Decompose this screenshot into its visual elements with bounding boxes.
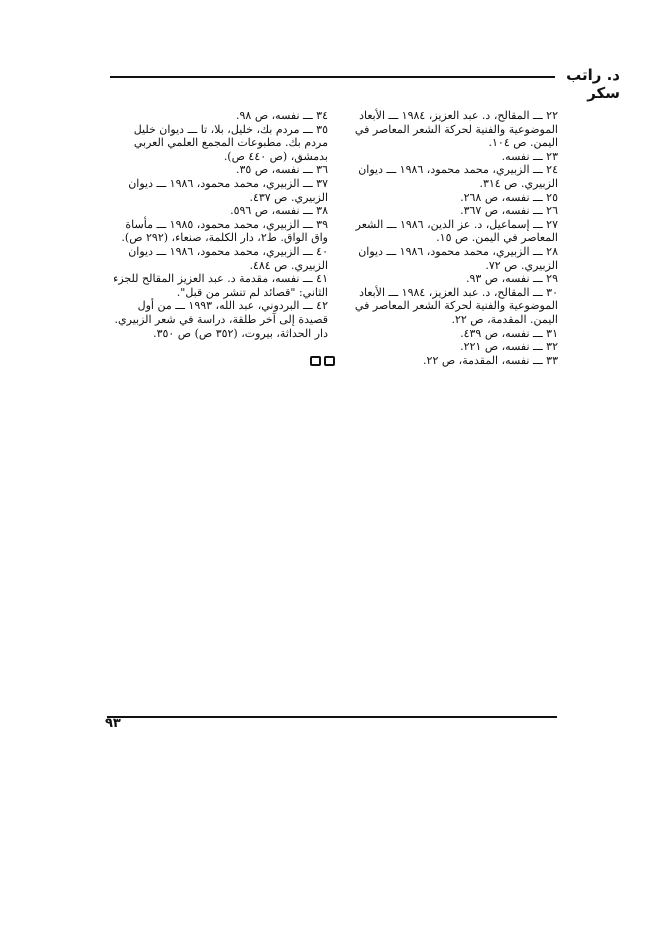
footnote-number: ٢٧ xyxy=(546,217,558,231)
footer-rule xyxy=(107,716,557,718)
footnote-number: ٣٠ xyxy=(546,285,558,299)
footnote-text: ـــ مردم بك، خليل، بلا، تا ـــ ديوان خليل مردم بك. مطبوعات المجمع العلمي العربي بدمشق، (ص ٤٤٠ ص). xyxy=(133,122,328,163)
footnote xyxy=(340,163,558,190)
footnote-text: ـــ الزبيري، محمد محمود، ١٩٨٦ ـــ ديوان الزبيري. ص ٤٣٧. xyxy=(128,176,328,204)
footnote-number: ٣٤ xyxy=(316,109,328,122)
footnote-text: ـــ إسماعيل، د. عز الدين، ١٩٨٦ ـــ الشعر المعاصر في اليمن. ص ١٥. xyxy=(355,217,558,245)
footnote-number: ٢٣ xyxy=(546,149,558,163)
footnote xyxy=(340,354,558,368)
footnote xyxy=(340,109,558,150)
footnote xyxy=(110,245,328,272)
footnote-number: ٣٣ xyxy=(546,353,558,367)
footnote-text: ـــ الزبيري، محمد محمود، ١٩٨٦ ـــ ديوان الزبيري. ص ٧٢. xyxy=(358,244,558,272)
footnote-text: ـــ نفسه، مقدمة د. عبد العزيز المقالح للجزء الثاني: "قصائد لم تنشر من قبل". xyxy=(113,272,328,299)
footnote xyxy=(340,272,558,286)
notes-column-left xyxy=(110,109,328,340)
footnote-number: ٣٨ xyxy=(316,204,328,218)
footnote-text: ـــ نفسه، ص ٢٦٨. xyxy=(460,190,543,204)
footnote-text: ـــ نفسه، المقدمة، ص ٢٢. xyxy=(423,353,543,367)
footnote-number: ٣٦ xyxy=(316,163,328,177)
footnote-text: ـــ نفسه، ص ٣٥. xyxy=(236,163,313,177)
footnote xyxy=(110,218,328,245)
footnote-number: ٣٧ xyxy=(316,176,328,190)
footnote-number: ٣١ xyxy=(546,326,558,340)
footnote-number: ٤٢ xyxy=(316,299,328,313)
footnote-text: ـــ نفسه، ص ٩٨. xyxy=(236,109,313,122)
footnote xyxy=(340,218,558,245)
footnote-number: ٣٢ xyxy=(546,340,558,354)
footnote-text: ـــ نفسه، ص ٩٣. xyxy=(466,272,543,286)
notes-column-right xyxy=(340,109,558,367)
end-of-notes-mark xyxy=(307,356,337,368)
square-ornament-icon xyxy=(324,356,335,366)
footnote xyxy=(110,204,328,218)
footnote xyxy=(110,123,328,164)
footnote xyxy=(340,150,558,164)
footnote-number: ٣٥ xyxy=(316,122,328,136)
footnote-number: ٣٩ xyxy=(316,217,328,231)
running-header-author: د. راتب سكر xyxy=(566,66,620,102)
footnote xyxy=(110,109,328,123)
footnote-text: ـــ نفسه، ص ٢٢١. xyxy=(460,340,543,354)
footnote-number: ٢٦ xyxy=(546,204,558,218)
footnote xyxy=(110,177,328,204)
footnote-number: ٢٨ xyxy=(546,244,558,258)
footnote-text: ـــ الزبيري، محمد محمود، ١٩٨٦ ـــ ديوان الزبيري. ص ٤٨٤. xyxy=(128,244,328,272)
footnote-text: ـــ البردوني، عبد الله، ١٩٩٣ ـــ من أول قصيدة إلى آخر طلقة، دراسة في شعر الزبيري. دار الحداثة، بيروت، (٣٥٢ ص) ص ٣٥٠. xyxy=(114,299,328,340)
footnote-text: ـــ المقالح، د. عبد العزيز، ١٩٨٤ ـــ الأبعاد الموضوعية والفنية لحركة الشعر المعاصر في اليمن. المقدمة، ص ٢٢. xyxy=(354,285,558,326)
footnote-text: ـــ نفسه. xyxy=(501,149,543,163)
footnote xyxy=(340,191,558,205)
footnote xyxy=(340,204,558,218)
footnote xyxy=(110,163,328,177)
footnote-text: ـــ الزبيري، محمد محمود، ١٩٨٦ ـــ ديوان الزبيري. ص ٣١٤. xyxy=(358,163,558,190)
footnote-number: ٤١ xyxy=(316,272,328,286)
footnote-text: ـــ نفسه، ص ٤٣٩. xyxy=(460,326,543,340)
footnote-text: ـــ المقالح، د. عبد العزيز، ١٩٨٤ ـــ الأبعاد الموضوعية والفنية لحركة الشعر المعاصر في اليمن. ص ١٠٤. xyxy=(354,109,558,150)
footnote xyxy=(110,272,328,299)
footnote-number: ٢٤ xyxy=(546,163,558,177)
footnote-text: ـــ نفسه، ص ٥٩٦. xyxy=(230,204,313,218)
footnote-text: ـــ نفسه، ص ٣٦٧. xyxy=(460,204,543,218)
footnote-number: ٢٢ xyxy=(546,109,558,122)
square-ornament-icon xyxy=(310,356,321,366)
footnote xyxy=(340,327,558,341)
header-rule xyxy=(110,76,555,78)
page-number: ٩٣ xyxy=(105,716,121,731)
footnote-number: ٤٠ xyxy=(316,244,328,258)
footnote xyxy=(340,340,558,354)
footnote xyxy=(340,245,558,272)
footnote-number: ٢٥ xyxy=(546,190,558,204)
footnote xyxy=(110,299,328,340)
footnote-number: ٢٩ xyxy=(546,272,558,286)
footnote-text: ـــ الزبيري، محمد محمود، ١٩٨٥ ـــ مأساة واق الواق. ط٢، دار الكلمة، صنعاء، (٢٩٢ ص). xyxy=(121,217,328,245)
footnote xyxy=(340,286,558,327)
